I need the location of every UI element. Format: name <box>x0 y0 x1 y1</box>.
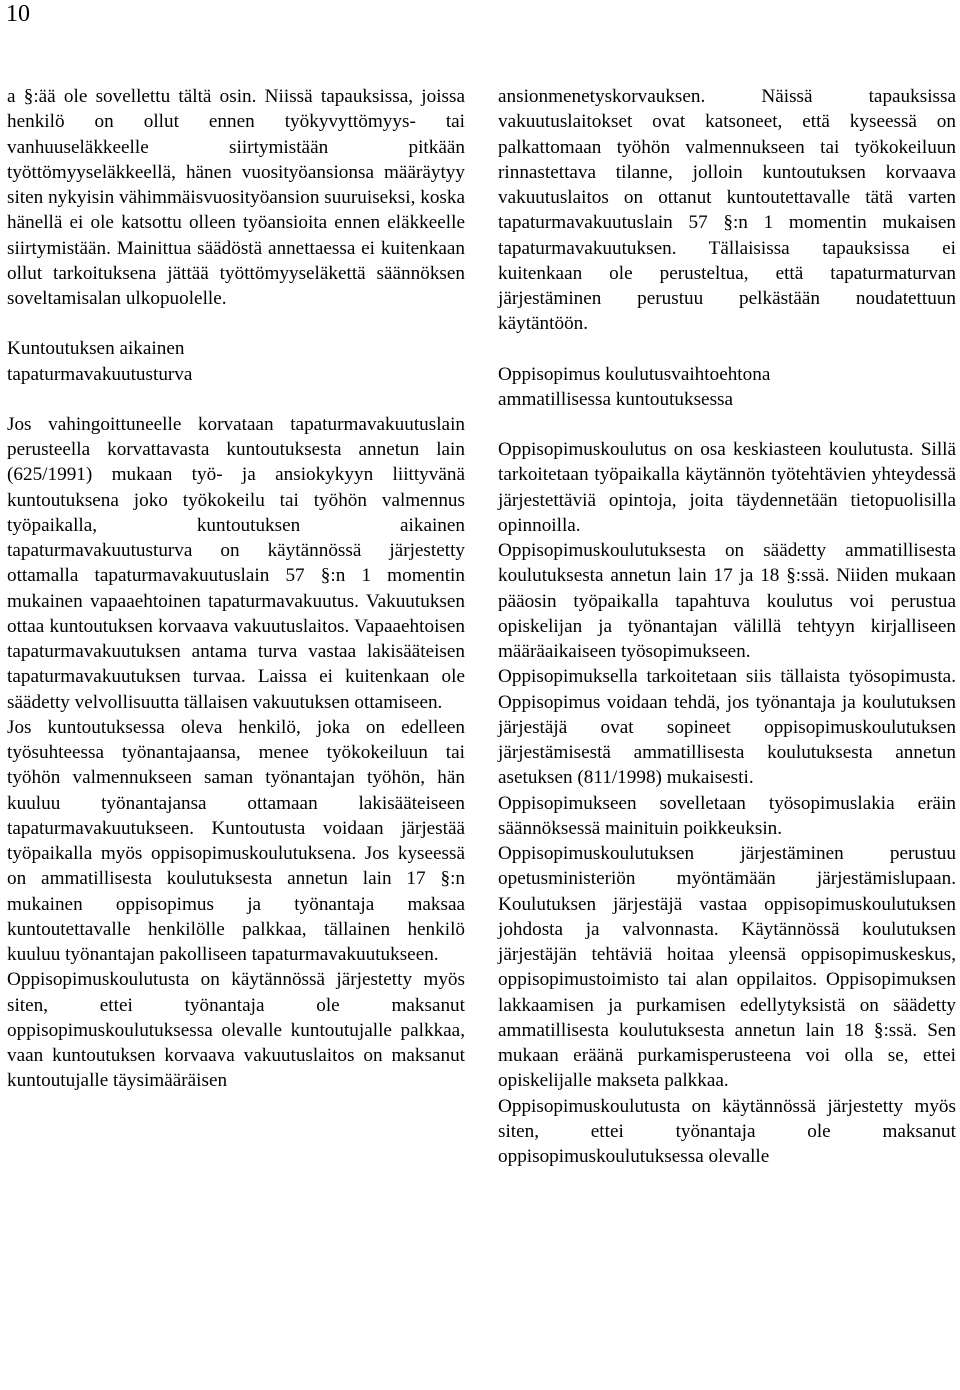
right-intro-paragraph: ansionmenetyskorvauksen. Näissä tapauksissa vakuutuslaitokset ovat katsoneet, että kyseessä on palkattomaan työhön valmennukseen tai työkokeiluun rinnastettava tilanne, jolloin kuntoutuksen korvaava vakuutuslaitos on ottanut kuntoutettavalle tätä varten tapaturmavakuutuslain 57 §:n 1 momentin mukaisen tapaturmavakuutuksen. Tällaisissa tapauksissa ei kuitenkaan ole perusteltua, että tapaturmaturvan järjestäminen perustuu pelkästään noudatettuun käytäntöön. <box>498 86 956 335</box>
right-section-heading: Oppisopimus koulutusvaihtoehtona ammatillisessa kuntoutuksessa <box>498 363 771 410</box>
left-column <box>7 84 465 1094</box>
left-paragraph: Oppisopimuskoulutusta on käytännössä järjestetty myös siten, ettei työnantaja ole maksanut oppisopimuskoulutuksessa olevalle kuntoutujalle palkkaa, vaan kuntoutuksen korvaava vakuutuslaitos on maksanut kuntoutujalle täysimääräisen <box>7 969 465 1092</box>
left-paragraph: Jos kuntoutuksessa oleva henkilö, joka on edelleen työsuhteessa työnantajaansa, menee työkokeiluun tai työhön valmennukseen saman työnantajan työhön, hän kuuluu työnantajansa ottamaan lakisääteiseen tapaturmavakuutukseen. Kuntoutusta voidaan järjestää työpaikalla myös oppisopimuskoulutuksena. Jos kyseessä on ammatillisesta koulutuksesta annetun lain 17 §:n mukainen oppisopimus ja työnantaja maksaa kuntoutettavalle henkilölle palkkaa, tällainen henkilö kuuluu työnantajan pakolliseen tapaturmavakuutukseen. <box>7 716 465 965</box>
right-paragraph: Oppisopimuksella tarkoitetaan siis tällaista työsopimusta. Oppisopimus voidaan tehdä, jos työnantaja ja koulutuksen järjestäjä ovat sopineet oppisopimuskoulutuksen järjestämisestä ammatillisesta koulutuksesta annetun asetuksen (811/1998) mukaisesti. <box>498 666 956 789</box>
right-paragraph: Oppisopimuskoulutuksesta on säädetty ammatillisesta koulutuksesta annetun lain 17 ja 18 §:ssä. Niiden mukaan pääosin työpaikalla tapahtuva koulutus voi perustua opiskelijan ja työnantajan välillä tehtyyn kirjalliseen määräaikaiseen työsopimukseen. <box>498 540 956 662</box>
right-paragraph: Oppisopimuskoulutuksen järjestäminen perustuu opetusministeriön myöntämään järjestämislupaan. Koulutuksen järjestäjä vastaa oppisopimuskoulutuksen johdosta ja valvonnasta. Käytännössä koulutuksen järjestäjän tehtäviä hoitaa yleensä oppisopimuskeskus, oppisopimustoimisto tai alan oppilaitos. Oppisopimuksen lakkaamisen ja purkamisen edellytyksistä on säädetty ammatillisesta koulutuksesta annetun lain 18 §:ssä. Sen mukaan eräänä purkamisperusteena voi olla se, ettei opiskelijalle makseta palkkaa. <box>498 843 956 1092</box>
left-section-heading: Kuntoutuksen aikainen tapaturmavakuutusturva <box>7 338 193 385</box>
left-paragraph: Jos vahingoittuneelle korvataan tapaturmavakuutuslain perusteella korvattavasta kuntoutuksesta annetun lain (625/1991) mukaan työ- ja ansiokykyyn liittyvänä kuntoutuksena joko työkokeilu tai työhön valmennus työpaikalla, kuntoutuksen aikainen tapaturmavakuutusturva on käytännössä järjestetty ottamalla tapaturmavakuutuslain 57 §:n 1 momentin mukainen vapaaehtoinen tapaturmavakuutus. Vakuutuksen ottaa kuntoutuksen korvaava vakuutuslaitos. Vapaaehtoisen tapaturmavakuutuksen antama turva vastaa lakisääteisen tapaturmavakuutuksen turvaa. Laissa ei kuitenkaan ole säädetty velvollisuutta tällaisen vakuutuksen ottamiseen. <box>7 413 465 713</box>
right-paragraph: Oppisopimuskoulutusta on käytännössä järjestetty myös siten, ettei työnantaja ole maksanut oppisopimuskoulutuksessa olevalle <box>498 1095 956 1167</box>
right-paragraph: Oppisopimuskoulutus on osa keskiasteen koulutusta. Sillä tarkoitetaan työpaikalla käytännön työtehtävien yhteydessä järjestettäviä opintoja, joita täydennetään tietopuolisilla opinnoilla. <box>498 439 956 536</box>
page-number: 10 <box>6 1 30 27</box>
left-intro-paragraph: a §:ää ole sovellettu tältä osin. Niissä tapauksissa, joissa henkilö on ollut ennen työkyvyttömyys- tai vanhuuseläkkeelle siirtymistään pitkään työttömyyseläkkeellä, hänen vuosityöansionsa määräytyy siten nykyisin vähimmäisvuosityöansion suuruiseksi, koska hänellä ei ole katsottu olleen työansioita ennen eläkkeelle siirtymistään. Mainittua säädöstä annettaessa ei kuitenkaan ollut tarkoituksena jättää työttömyyseläkettä säännöksen soveltamisalan ulkopuolelle. <box>7 86 465 309</box>
right-paragraph: Oppisopimukseen sovelletaan työsopimuslakia eräin säännöksessä mainituin poikkeuksin. <box>498 792 956 839</box>
right-column <box>498 84 956 1169</box>
